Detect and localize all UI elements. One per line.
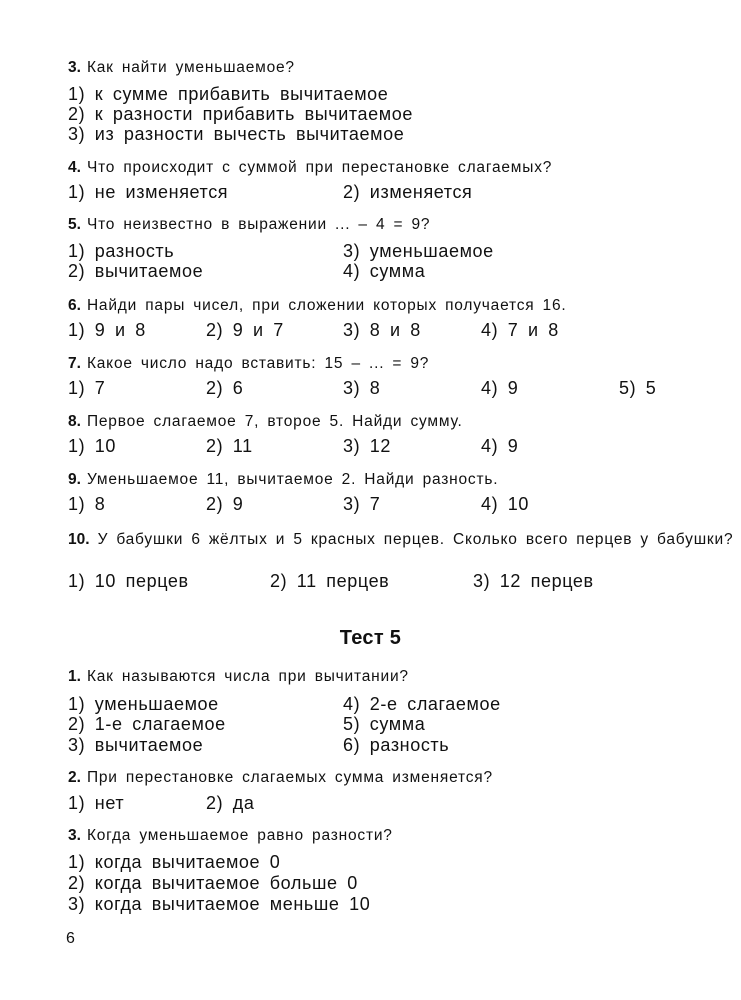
question-number: 5.	[68, 216, 81, 233]
answer-option: 1) не изменяется	[68, 182, 229, 202]
question-number: 3.	[68, 827, 81, 844]
answer-option: 3) из разности вычесть вычитаемое	[68, 124, 405, 144]
question-7	[68, 354, 708, 373]
answer-option: 1) 7	[68, 378, 106, 398]
question-10	[68, 530, 741, 549]
answer-option: 4) 9	[481, 378, 519, 398]
answer-option: 2) к разности прибавить вычитаемое	[68, 104, 413, 124]
question-8	[68, 412, 708, 431]
question-number: 10.	[68, 531, 90, 548]
answer-option: 1) 10	[68, 436, 117, 456]
answer-option: 3) 8 и 8	[343, 320, 421, 340]
answer-option: 4) 2-е слагаемое	[343, 694, 501, 714]
answer-option: 3) 12	[343, 436, 392, 456]
page-number: 6	[66, 930, 75, 947]
question-number: 2.	[68, 769, 81, 786]
question-text: Как называются числа при вычитании?	[86, 668, 409, 685]
question-number: 9.	[68, 471, 81, 488]
answer-option: 1) 10 перцев	[68, 571, 189, 591]
answer-option: 1) разность	[68, 241, 175, 261]
question-number: 6.	[68, 297, 81, 314]
answer-option: 1) когда вычитаемое 0	[68, 852, 281, 872]
question-text: При перестановке слагаемых сумма изменяется?	[86, 769, 493, 786]
question-text: Найди пары чисел, при сложении которых получается 16.	[86, 297, 567, 314]
answer-option: 4) сумма	[343, 261, 426, 281]
answer-option: 3) уменьшаемое	[343, 241, 494, 261]
question-number: 3.	[68, 59, 81, 76]
question-text: Уменьшаемое 11, вычитаемое 2. Найди разность.	[86, 471, 499, 488]
section-title: Тест 5	[339, 627, 402, 649]
question-number: 7.	[68, 355, 81, 372]
question-text: Когда уменьшаемое равно разности?	[86, 827, 393, 844]
test5-question-3	[68, 826, 708, 845]
answer-option: 1) нет	[68, 793, 125, 813]
answer-option: 2) вычитаемое	[68, 261, 204, 281]
question-4	[68, 158, 708, 177]
question-number: 8.	[68, 413, 81, 430]
answer-option: 4) 10	[481, 494, 530, 514]
question-5	[68, 215, 708, 234]
question-text: Что неизвестно в выражении ... – 4 = 9?	[86, 216, 431, 233]
answer-option: 2) 9 и 7	[206, 320, 284, 340]
answer-option: 3) когда вычитаемое меньше 10	[68, 894, 371, 914]
answer-option: 3) 8	[343, 378, 381, 398]
answer-option: 2) 9	[206, 494, 244, 514]
answer-option: 6) разность	[343, 735, 450, 755]
answer-option: 2) 1-е слагаемое	[68, 714, 226, 734]
answer-option: 3) 12 перцев	[473, 571, 594, 591]
answer-option: 4) 9	[481, 436, 519, 456]
test5-question-2	[68, 768, 708, 787]
answer-option: 1) 9 и 8	[68, 320, 146, 340]
answer-option: 4) 7 и 8	[481, 320, 559, 340]
question-text: Как найти уменьшаемое?	[86, 59, 295, 76]
answer-option: 2) изменяется	[343, 182, 473, 202]
question-text: Какое число надо вставить: 15 – ... = 9?	[86, 355, 430, 372]
answer-option: 1) к сумме прибавить вычитаемое	[68, 84, 389, 104]
answer-option: 2) 11 перцев	[270, 571, 390, 591]
question-text: Первое слагаемое 7, второе 5. Найди сумму.	[86, 413, 463, 430]
answer-option: 2) когда вычитаемое больше 0	[68, 873, 358, 893]
question-3	[68, 58, 708, 77]
question-number: 4.	[68, 159, 81, 176]
answer-option: 3) 7	[343, 494, 381, 514]
answer-option: 2) 11	[206, 436, 253, 456]
question-text: Что происходит с суммой при перестановке слагаемых?	[86, 159, 553, 176]
question-number: 1.	[68, 668, 81, 685]
answer-option: 5) 5	[619, 378, 657, 398]
answer-option: 2) да	[206, 793, 255, 813]
answer-option: 1) 8	[68, 494, 106, 514]
answer-option: 2) 6	[206, 378, 244, 398]
answer-option: 5) сумма	[343, 714, 426, 734]
test5-question-1	[68, 667, 708, 686]
question-6	[68, 296, 708, 315]
question-9	[68, 470, 708, 489]
answer-option: 3) вычитаемое	[68, 735, 204, 755]
answer-option: 1) уменьшаемое	[68, 694, 219, 714]
question-text: У бабушки 6 жёлтых и 5 красных перцев. Сколько всего перцев у бабушки?	[97, 531, 734, 548]
